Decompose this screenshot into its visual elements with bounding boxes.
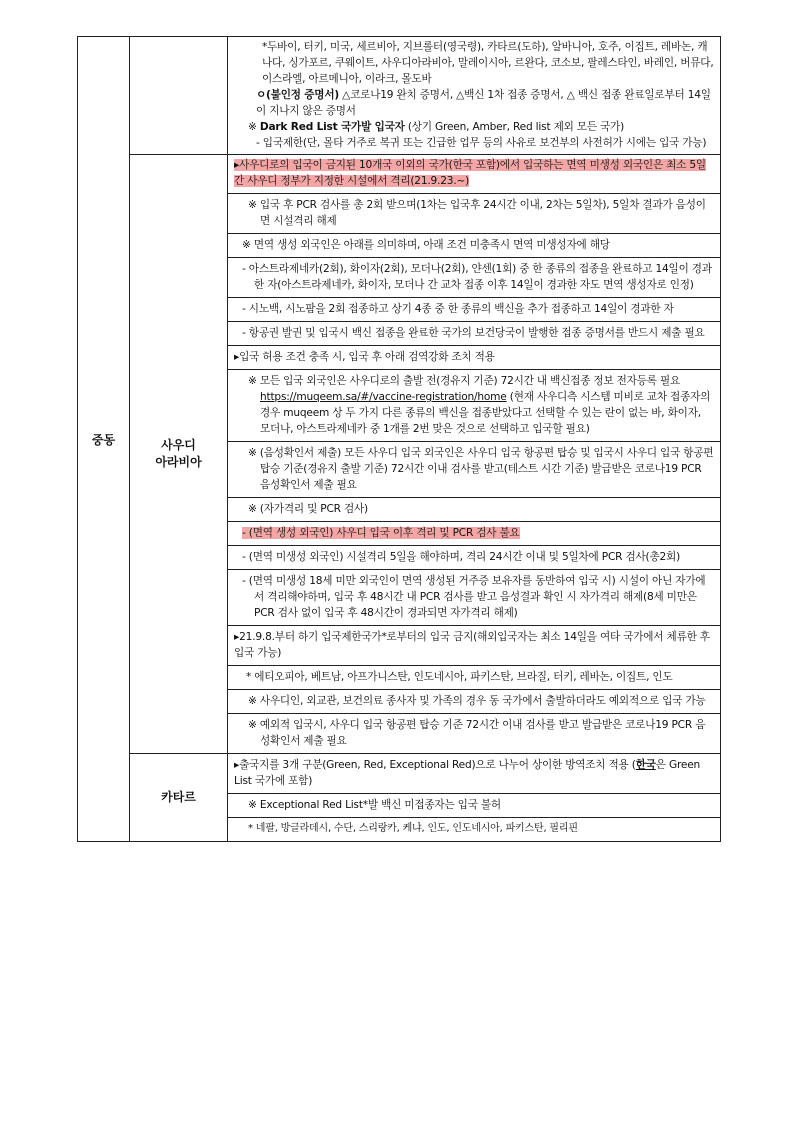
qatar-exceptional-section xyxy=(228,794,720,818)
darkred-label: Dark Red List 국가발 입국자 xyxy=(259,121,405,133)
qatar-zones-section xyxy=(228,754,720,794)
muqeem-link[interactable]: https://muqeem.sa/#/vaccine-registration/home xyxy=(260,391,507,403)
saudi-entry-conditions-section xyxy=(228,346,720,370)
saudi-cert-rule: - 항공권 발권 및 입국시 백신 접종을 완료한 국가의 보건당국이 발행한 접종 증명서를 반드시 제출 필요 xyxy=(242,327,705,339)
country-cell-saudi xyxy=(130,155,228,754)
saudi-cert-section xyxy=(228,322,720,346)
country-label-saudi: 사우디 아라비아 xyxy=(155,438,202,469)
country-cell-qatar xyxy=(130,754,228,842)
region-cell xyxy=(78,37,130,842)
saudi-registration-section xyxy=(228,370,720,442)
saudi-ban-rule: ▸21.9.8.부터 하기 입국제한국가*로부터의 입국 금지(해외입국자는 최소 14일을 여타 국가에서 체류한 후 입국 가능) xyxy=(234,631,710,659)
saudi-sinovac-rule: - 시노백, 시노팜을 2회 접종하고 상기 4종 중 한 종류의 백신을 추가 접종하고 14일이 경과한 자 xyxy=(242,303,674,315)
qatar-zones-text: ▸출국지를 3개 구분(Green, Red, Exceptional Red)으로 나누어 상이한 방역조치 적용 ( xyxy=(234,759,636,771)
top-content-cell xyxy=(228,37,721,155)
saudi-exception-section xyxy=(228,690,720,714)
darkred-line xyxy=(234,119,714,135)
saudi-vaccine-list: - 아스트라제네카(2회), 화이자(2회), 모더나(2회), 얀센(1회) 중 한 종류의 접종을 완료하고 14일이 경과한 자(아스트라제네카, 화이자, 모더나 간 교차 접종 이후 14일이 경과한 자도 면역 생성자로 인정) xyxy=(242,263,712,291)
country-cell-blank xyxy=(130,37,228,155)
saudi-nonimmune-section xyxy=(228,546,720,570)
saudi-registration-rule xyxy=(234,373,714,437)
saudi-minor-section xyxy=(228,570,720,626)
qatar-list-section xyxy=(228,818,720,841)
saudi-minor-rule: - (면역 미생성 18세 미만 외국인이 면역 생성된 거주증 보유자를 동반하여 입국 시) 시설이 아닌 자가에서 격리해야하며, 입국 후 48시간 내 PCR 검사를 받고 음성결과 확인 시 자가격리 해제(8세 미만은 PCR 검사 없이 입국 후 48시간이 경과되면 자가격리 해제) xyxy=(242,575,706,619)
saudi-exception-test-section xyxy=(228,714,720,753)
travel-restrictions-table xyxy=(77,36,721,842)
country-label-qatar: 카타르 xyxy=(161,790,196,804)
saudi-ban-list-section xyxy=(228,666,720,690)
saudi-registration-text-2: (현재 사우디측 시스템 미비로 교차 접종자의 경우 muqeem 상 두 가지 다른 종류의 백신을 접종받았다고 선택할 수 있는 란이 없는 바, 화이자, 모더나, 아스트라제네카 중 1개를 2번 맞은 것으로 선택하고 입국할 필요) xyxy=(260,391,711,435)
saudi-entry-conditions: ▸입국 허용 조건 충족 시, 입국 후 아래 검역강화 조치 적용 xyxy=(234,351,495,363)
saudi-pcr-section xyxy=(228,194,720,234)
darkred-text: (상기 Green, Amber, Red list 제외 모든 국가) xyxy=(404,121,625,133)
unrecognized-cert-text: △코로나19 완치 증명서, △백신 1차 접종 증명서, △ 백신 접종 완료일로부터 14일이 지나지 않은 증명서 xyxy=(256,89,711,117)
qatar-content-cell xyxy=(228,754,721,842)
saudi-negative-test-section xyxy=(228,442,720,498)
saudi-immune-rule xyxy=(234,525,714,541)
qatar-korea-label: 한국 xyxy=(635,759,656,771)
saudi-immune-rule-section xyxy=(228,522,720,546)
unrecognized-cert-label: ㅇ(불인정 증명서) xyxy=(256,89,340,101)
saudi-ban-list: * 에티오피아, 베트남, 아프가니스탄, 인도네시아, 파키스탄, 브라질, 터키, 레바논, 이집트, 인도 xyxy=(246,671,673,683)
saudi-sinovac-section xyxy=(228,298,720,322)
saudi-immune-def: ※ 면역 생성 외국인은 아래를 의미하며, 아래 조건 미충족시 면역 미생성자에 해당 xyxy=(242,239,610,251)
qatar-country-list: * 네팔, 방글라데시, 수단, 스리랑카, 케냐, 인도, 인도네시아, 파키스탄, 필리핀 xyxy=(248,823,578,834)
saudi-exception-rule: ※ 사우디인, 외교관, 보건의료 종사자 및 가족의 경우 동 국가에서 출발하더라도 예외적으로 입국 가능 xyxy=(248,695,706,707)
country-list-line: *두바이, 터키, 미국, 세르비아, 지브롤터(영국령), 카타르(도하), 알바니아, 호주, 이집트, 레바논, 캐나다, 싱가포르, 쿠웨이트, 사우디아라비아, 말레이시아, 르완다, 코소보, 팔레스타인, 바레인, 버뮤다, 이스라엘, 아르메니아, 이라크, 몰도바 xyxy=(262,41,714,85)
saudi-immune-def-section xyxy=(228,234,720,258)
saudi-immune-rule-text: - (면역 생성 외국인) 사우디 입국 이후 격리 및 PCR 검사 불요 xyxy=(242,527,520,539)
saudi-self-quarantine-section xyxy=(228,498,720,522)
saudi-exception-test-rule: ※ 예외적 입국시, 사우디 입국 항공편 탑승 기준 72시간 이내 검사를 받고 발급받은 코로나19 PCR 음성확인서 제출 필요 xyxy=(248,719,706,747)
saudi-entry-section xyxy=(228,155,720,194)
note-mark: ※ xyxy=(248,121,260,133)
saudi-quarantine-rule-text: ▸사우디로의 입국이 금지된 10개국 이외의 국가(한국 포함)에서 입국하는 면역 미생성 외국인은 최소 5일간 사우디 정부가 지정한 시설에서 격리(21.9.23.~) xyxy=(234,159,706,187)
unrecognized-cert-line xyxy=(234,87,714,119)
saudi-self-quarantine-heading: ※ (자가격리 및 PCR 검사) xyxy=(248,503,368,515)
saudi-ban-section xyxy=(228,626,720,666)
saudi-registration-text: ※ 모든 입국 외국인은 사우디로의 출발 전(경유지 기준) 72시간 내 백신접종 정보 전자등록 필요 xyxy=(248,375,681,387)
saudi-pcr-note: ※ 입국 후 PCR 검사를 총 2회 받으며(1차는 입국후 24시간 이내, 2차는 5일차), 5일차 결과가 음성이면 시설격리 해제 xyxy=(248,199,706,227)
saudi-content-cell xyxy=(228,155,721,754)
saudi-quarantine-rule xyxy=(234,157,714,189)
saudi-vaccine-section xyxy=(228,258,720,298)
region-label: 중동 xyxy=(91,432,116,447)
qatar-zones-text-2: 은 Green List 국가에 포함) xyxy=(234,759,701,787)
saudi-nonimmune-rule: - (면역 미생성 외국인) 시설격리 5일을 해야하며, 격리 24시간 이내 및 5일차에 PCR 검사(총2회) xyxy=(242,551,681,563)
qatar-exceptional-rule: ※ Exceptional Red List*발 백신 미접종자는 입국 불허 xyxy=(248,799,501,811)
qatar-zones-rule xyxy=(234,757,714,789)
saudi-negative-test-rule: ※ (음성확인서 제출) 모든 사우디 입국 외국인은 사우디 입국 항공편 탑승 및 입국시 사우디 입국 항공편 탑승 기준(경유지 출발 기준) 72시간 이내 검사를 받고(테스트 시간 기준) 발급받은 코로나19 PCR 음성확인서 제출 필요 xyxy=(248,447,714,491)
darkred-note: - 입국제한(단, 몰타 거주로 복귀 또는 긴급한 업무 등의 사유로 보건부의 사전허가 시에는 입국 가능) xyxy=(256,137,707,149)
